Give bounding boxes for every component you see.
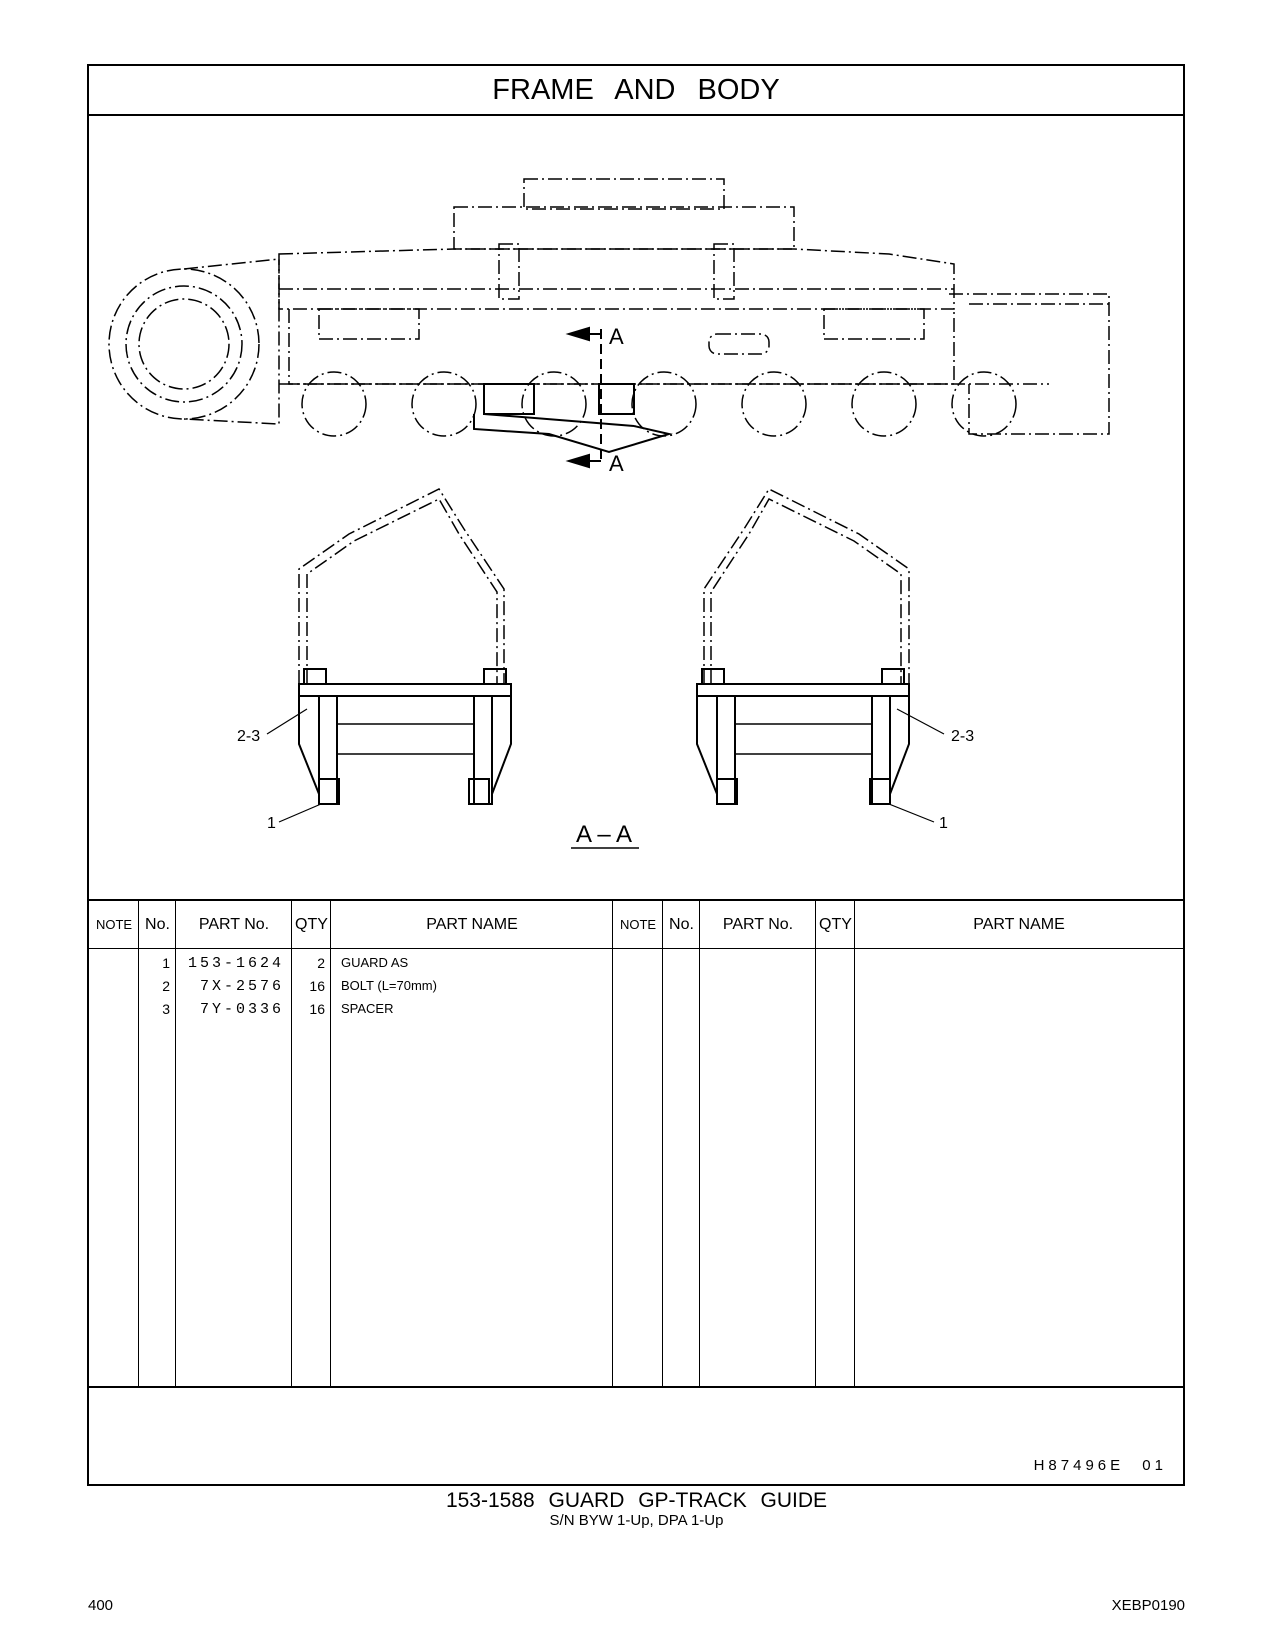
section-view-right: [697, 489, 909, 804]
table-row-2-no: 2: [162, 978, 170, 994]
section-label: A – A: [575, 821, 633, 848]
col-note-right: [613, 901, 663, 1386]
header-no: No.: [145, 916, 170, 933]
col-qty-right: [816, 901, 855, 1386]
section-view-left: [299, 489, 511, 804]
page-number: 400: [88, 1597, 114, 1614]
callout-right-2-3: 2-3: [951, 728, 975, 745]
callout-right-1: 1: [939, 815, 948, 832]
page-title: FRAME AND BODY: [89, 66, 1183, 116]
table-row-1-no: 1: [162, 955, 170, 971]
header-note-right: NOTE: [619, 917, 657, 932]
table-row-1-part-name: GUARD AS: [341, 955, 409, 970]
header-no-right: No.: [669, 916, 694, 933]
document-code: XEBP0190: [1111, 1597, 1185, 1614]
col-no-right: [663, 901, 700, 1386]
table-row-1-qty: 2: [317, 955, 325, 971]
col-note-left: [89, 901, 139, 1386]
col-partno-right: [700, 901, 816, 1386]
section-marker-top: A: [609, 324, 624, 349]
callout-left-2-3: 2-3: [237, 728, 261, 745]
table-row-2-part-name: BOLT (L=70mm): [341, 978, 437, 993]
callout-left-1: 1: [267, 815, 276, 832]
caption-main: 153-1588 GUARD GP-TRACK GUIDE: [445, 1489, 828, 1512]
parts-table: [89, 899, 1183, 1388]
section-marker-bottom: A: [609, 451, 624, 476]
table-row-3-part-name: SPACER: [341, 1001, 394, 1016]
header-part-name: PART NAME: [426, 916, 518, 933]
header-part-name-right: PART NAME: [973, 916, 1065, 933]
table-row-2-part-no: 7X-2576: [199, 978, 284, 995]
header-part-no: PART No.: [198, 916, 270, 933]
header-part-no-right: PART No.: [722, 916, 794, 933]
header-qty: QTY: [295, 916, 328, 933]
table-header: [89, 901, 1183, 949]
drawing-reference: H87496E 01: [1033, 1457, 1167, 1474]
page-frame: [87, 64, 1185, 1486]
track-frame-outline: [109, 179, 1109, 436]
table-row-1-part-no: 153-1624: [187, 955, 284, 972]
header-note: NOTE: [95, 917, 133, 932]
exploded-diagram: [89, 114, 1183, 899]
guard-solid-view: [474, 384, 669, 452]
table-row-3-qty: 16: [309, 1001, 325, 1017]
table-row-3-no: 3: [162, 1001, 170, 1017]
caption-serial: S/N BYW 1-Up, DPA 1-Up: [549, 1512, 724, 1529]
parts-drawing: [89, 114, 1183, 899]
header-qty-right: QTY: [819, 916, 852, 933]
table-row-2-qty: 16: [309, 978, 325, 994]
table-row-3-part-no: 7Y-0336: [199, 1001, 284, 1018]
figure-caption: [0, 1489, 1273, 1529]
